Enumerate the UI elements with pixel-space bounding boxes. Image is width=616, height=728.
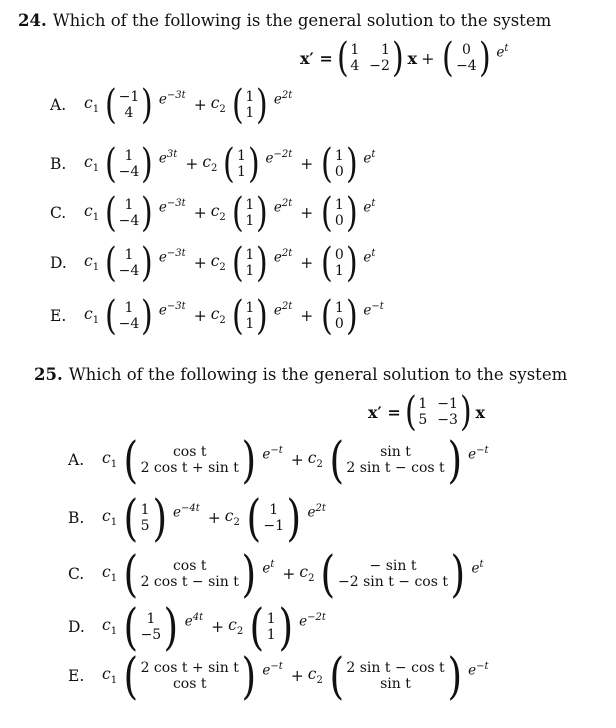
option-label: D. — [50, 254, 67, 272]
exponential-factor: $e^{-2t}$ — [265, 149, 293, 167]
vector-entry: cos t — [172, 557, 207, 574]
q25-stem-text: Which of the following is the general solution to the system — [68, 365, 568, 384]
q24-f1: 0 — [461, 41, 471, 58]
solution-vector: ( 1 −4 ) — [105, 141, 153, 187]
solution-vector: ( −1 4 ) — [105, 82, 153, 128]
q25-option-c[interactable] — [68, 545, 488, 603]
vector-entry: −2 sin t − cos t — [337, 574, 448, 590]
vector-entry: 1 — [245, 246, 255, 263]
q24-system-equation — [300, 35, 512, 81]
option-label: E. — [50, 307, 67, 325]
solution-vector: ( 1 0 ) — [321, 190, 358, 236]
exponential-factor: $e^{-3t}$ — [158, 90, 186, 108]
exponential-factor: $e^t$ — [363, 248, 376, 266]
coefficient: $c_2$ — [210, 94, 226, 116]
plus-sign: + — [300, 254, 314, 272]
solution-vector: ( 1 −4 ) — [105, 293, 153, 339]
exponential-factor: $e^t$ — [262, 559, 275, 577]
solution-vector: ( 1 1 ) — [231, 293, 268, 339]
coefficient: $c_1$ — [102, 616, 118, 638]
solution-vector: ( 1 1 ) — [249, 598, 293, 656]
vector-entry: sin t — [380, 443, 411, 460]
solution-vector: ( sin t 2 sin t − cos t ) — [329, 431, 462, 489]
coefficient: $c_2$ — [210, 202, 226, 224]
exponential-factor: $e^{4t}$ — [184, 612, 204, 630]
q25-lhs: x′ = — [368, 402, 401, 422]
vector-entry: 0 — [334, 246, 344, 263]
q24-forcing-vector: ( 0 −4 ) — [442, 35, 491, 81]
vector-entry: sin t — [380, 676, 411, 692]
solution-vector: ( 1 0 ) — [321, 141, 358, 187]
exponential-factor: $e^{-t}$ — [262, 661, 283, 679]
plus-sign: + — [185, 155, 199, 173]
vector-entry: 1 — [236, 147, 246, 164]
vector-entry: −1 — [263, 518, 284, 534]
q25-stem — [34, 365, 567, 384]
vector-entry: 1 — [334, 196, 344, 213]
solution-vector: ( 1 1 ) — [231, 190, 268, 236]
exponential-factor: $e^{2t}$ — [307, 503, 326, 521]
exponential-factor: $e^{-2t}$ — [299, 612, 326, 630]
vector-entry: 0 — [334, 316, 344, 332]
q25-m12: −1 — [437, 395, 458, 412]
plus-sign: + — [207, 509, 221, 527]
exponential-factor: $e^{-3t}$ — [158, 248, 186, 266]
q24-m11: 1 — [350, 41, 360, 58]
q24-matrix: ( 1 1 4 −2 ) — [336, 35, 404, 81]
plus-sign: + — [193, 96, 207, 114]
vector-entry: 1 — [245, 105, 255, 121]
q24-option-d[interactable] — [50, 240, 379, 286]
plus-sign: + — [193, 254, 207, 272]
coefficient: $c_1$ — [102, 563, 118, 585]
exponential-factor: $e^{2t}$ — [273, 248, 293, 266]
coefficient: $c_2$ — [307, 665, 323, 687]
exponential-factor: $e^{-t}$ — [468, 445, 489, 463]
exponential-factor: $e^{-t}$ — [262, 445, 283, 463]
vector-entry: −4 — [118, 213, 140, 229]
solution-vector: ( cos t 2 cos t − sin t ) — [123, 545, 256, 603]
q24-option-c[interactable] — [50, 190, 379, 236]
solution-vector: ( 1 1 ) — [231, 240, 268, 286]
vector-entry: 2 cos t + sin t — [140, 659, 239, 676]
vector-entry: −5 — [140, 627, 162, 643]
vector-entry: 1 — [245, 263, 255, 279]
vector-entry: 1 — [236, 164, 246, 180]
q25-m21: 5 — [418, 412, 428, 428]
option-label: A. — [50, 96, 67, 114]
q24-m12: 1 — [380, 41, 390, 58]
exponential-factor: $e^t$ — [363, 149, 376, 167]
q24-number: 24. — [18, 11, 47, 30]
vector-entry: 1 — [334, 299, 344, 316]
q25-matrix: ( 1 −1 5 −3 ) — [404, 389, 472, 435]
coefficient: $c_2$ — [210, 305, 226, 327]
q25-option-e[interactable] — [68, 647, 493, 705]
coefficient: $c_2$ — [228, 616, 244, 638]
coefficient: $c_1$ — [84, 252, 100, 274]
vector-entry: 2 cos t − sin t — [140, 574, 239, 590]
vector-entry: 1 — [245, 316, 255, 332]
plus-sign: + — [300, 307, 314, 325]
q24-f2: −4 — [456, 58, 477, 74]
solution-vector: ( 1 −1 ) — [246, 489, 302, 547]
q24-option-b[interactable] — [50, 141, 379, 187]
coefficient: $c_2$ — [224, 507, 240, 529]
q24-forcing-exp: $e^t$ — [496, 43, 509, 61]
coefficient: $c_2$ — [299, 563, 315, 585]
vector-entry: 1 — [266, 610, 276, 627]
vector-entry: 1 — [245, 196, 255, 213]
option-label: B. — [68, 509, 85, 527]
q24-option-e[interactable] — [50, 293, 388, 339]
vector-entry: −4 — [118, 164, 140, 180]
plus-sign: + — [290, 451, 304, 469]
vector-entry: 1 — [140, 501, 150, 518]
q24-m22: −2 — [369, 58, 390, 74]
coefficient: $c_1$ — [84, 305, 100, 327]
exponential-factor: $e^{-3t}$ — [158, 301, 186, 319]
coefficient: $c_1$ — [102, 665, 118, 687]
exponential-factor: $e^{-t}$ — [363, 301, 384, 319]
plus-sign: + — [211, 618, 225, 636]
solution-vector: ( 2 cos t + sin t cos t ) — [123, 647, 256, 705]
vector-entry: − sin t — [369, 557, 417, 574]
q24-plus: + — [421, 48, 435, 68]
vector-entry: 1 — [334, 147, 344, 164]
vector-entry: 1 — [269, 501, 279, 518]
exponential-factor: $e^{2t}$ — [273, 198, 293, 216]
coefficient: $c_1$ — [84, 202, 100, 224]
option-label: D. — [68, 618, 85, 636]
option-label: C. — [50, 204, 67, 222]
q24-option-a[interactable] — [50, 82, 296, 128]
q24-m21: 4 — [350, 58, 360, 74]
vector-entry: 1 — [245, 88, 255, 105]
coefficient: $c_1$ — [102, 449, 118, 471]
vector-entry: 1 — [146, 610, 156, 627]
q25-m11: 1 — [418, 395, 428, 412]
q25-option-a[interactable] — [68, 431, 493, 489]
solution-vector: ( cos t 2 cos t + sin t ) — [123, 431, 256, 489]
exponential-factor: $e^{2t}$ — [273, 301, 293, 319]
solution-vector: ( 1 −4 ) — [105, 240, 153, 286]
vector-entry: 1 — [266, 627, 276, 643]
coefficient: $c_1$ — [84, 153, 100, 175]
coefficient: $c_1$ — [84, 94, 100, 116]
solution-vector: ( 1 1 ) — [223, 141, 260, 187]
q25-var: x — [475, 402, 486, 422]
solution-vector: ( 2 sin t − cos t sin t ) — [329, 647, 462, 705]
option-label: C. — [68, 565, 85, 583]
exponential-factor: $e^{2t}$ — [273, 90, 293, 108]
vector-entry: 1 — [124, 246, 134, 263]
exponential-factor: $e^{-t}$ — [468, 661, 489, 679]
vector-entry: 1 — [124, 299, 134, 316]
solution-vector: ( − sin t −2 sin t − cos t ) — [320, 545, 466, 603]
option-label: E. — [68, 667, 85, 685]
coefficient: $c_2$ — [202, 153, 218, 175]
vector-entry: 2 cos t + sin t — [140, 460, 239, 476]
plus-sign: + — [290, 667, 304, 685]
vector-entry: cos t — [172, 443, 207, 460]
plus-sign: + — [300, 204, 314, 222]
vector-entry: 2 sin t − cos t — [346, 460, 445, 476]
vector-entry: 2 sin t − cos t — [346, 659, 445, 676]
q25-system-equation — [368, 389, 486, 435]
vector-entry: −4 — [118, 316, 140, 332]
solution-vector: ( 0 1 ) — [321, 240, 358, 286]
q24-var: x — [407, 48, 418, 68]
vector-entry: −4 — [118, 263, 140, 279]
vector-entry: 5 — [140, 518, 150, 534]
option-label: B. — [50, 155, 67, 173]
solution-vector: ( 1 1 ) — [231, 82, 268, 128]
q25-number: 25. — [34, 365, 63, 384]
q24-stem — [18, 11, 551, 30]
exponential-factor: $e^{-3t}$ — [158, 198, 186, 216]
plus-sign: + — [282, 565, 296, 583]
solution-vector: ( 1 −5 ) — [123, 598, 179, 656]
vector-entry: 1 — [245, 213, 255, 229]
q25-option-d[interactable] — [68, 598, 330, 656]
q24-lhs: x′ = — [300, 48, 333, 68]
vector-entry: −1 — [118, 88, 140, 105]
vector-entry: 0 — [334, 164, 344, 180]
exponential-factor: $e^t$ — [363, 198, 376, 216]
exponential-factor: $e^{-4t}$ — [173, 503, 200, 521]
vector-entry: 1 — [124, 196, 134, 213]
plus-sign: + — [193, 307, 207, 325]
vector-entry: 1 — [334, 263, 344, 279]
vector-entry: 4 — [124, 105, 134, 121]
solution-vector: ( 1 0 ) — [321, 293, 358, 339]
coefficient: $c_2$ — [307, 449, 323, 471]
q25-option-b[interactable] — [68, 489, 330, 547]
exponential-factor: $e^t$ — [471, 559, 484, 577]
vector-entry: cos t — [172, 676, 207, 692]
plus-sign: + — [300, 155, 314, 173]
exponential-factor: $e^{3t}$ — [158, 149, 178, 167]
vector-entry: 0 — [334, 213, 344, 229]
q24-stem-text: Which of the following is the general solution to the system — [52, 11, 552, 30]
coefficient: $c_1$ — [102, 507, 118, 529]
q25-m22: −3 — [437, 412, 458, 428]
coefficient: $c_2$ — [210, 252, 226, 274]
vector-entry: 1 — [245, 299, 255, 316]
plus-sign: + — [193, 204, 207, 222]
vector-entry: 1 — [124, 147, 134, 164]
option-label: A. — [68, 451, 85, 469]
solution-vector: ( 1 5 ) — [123, 489, 167, 547]
solution-vector: ( 1 −4 ) — [105, 190, 153, 236]
